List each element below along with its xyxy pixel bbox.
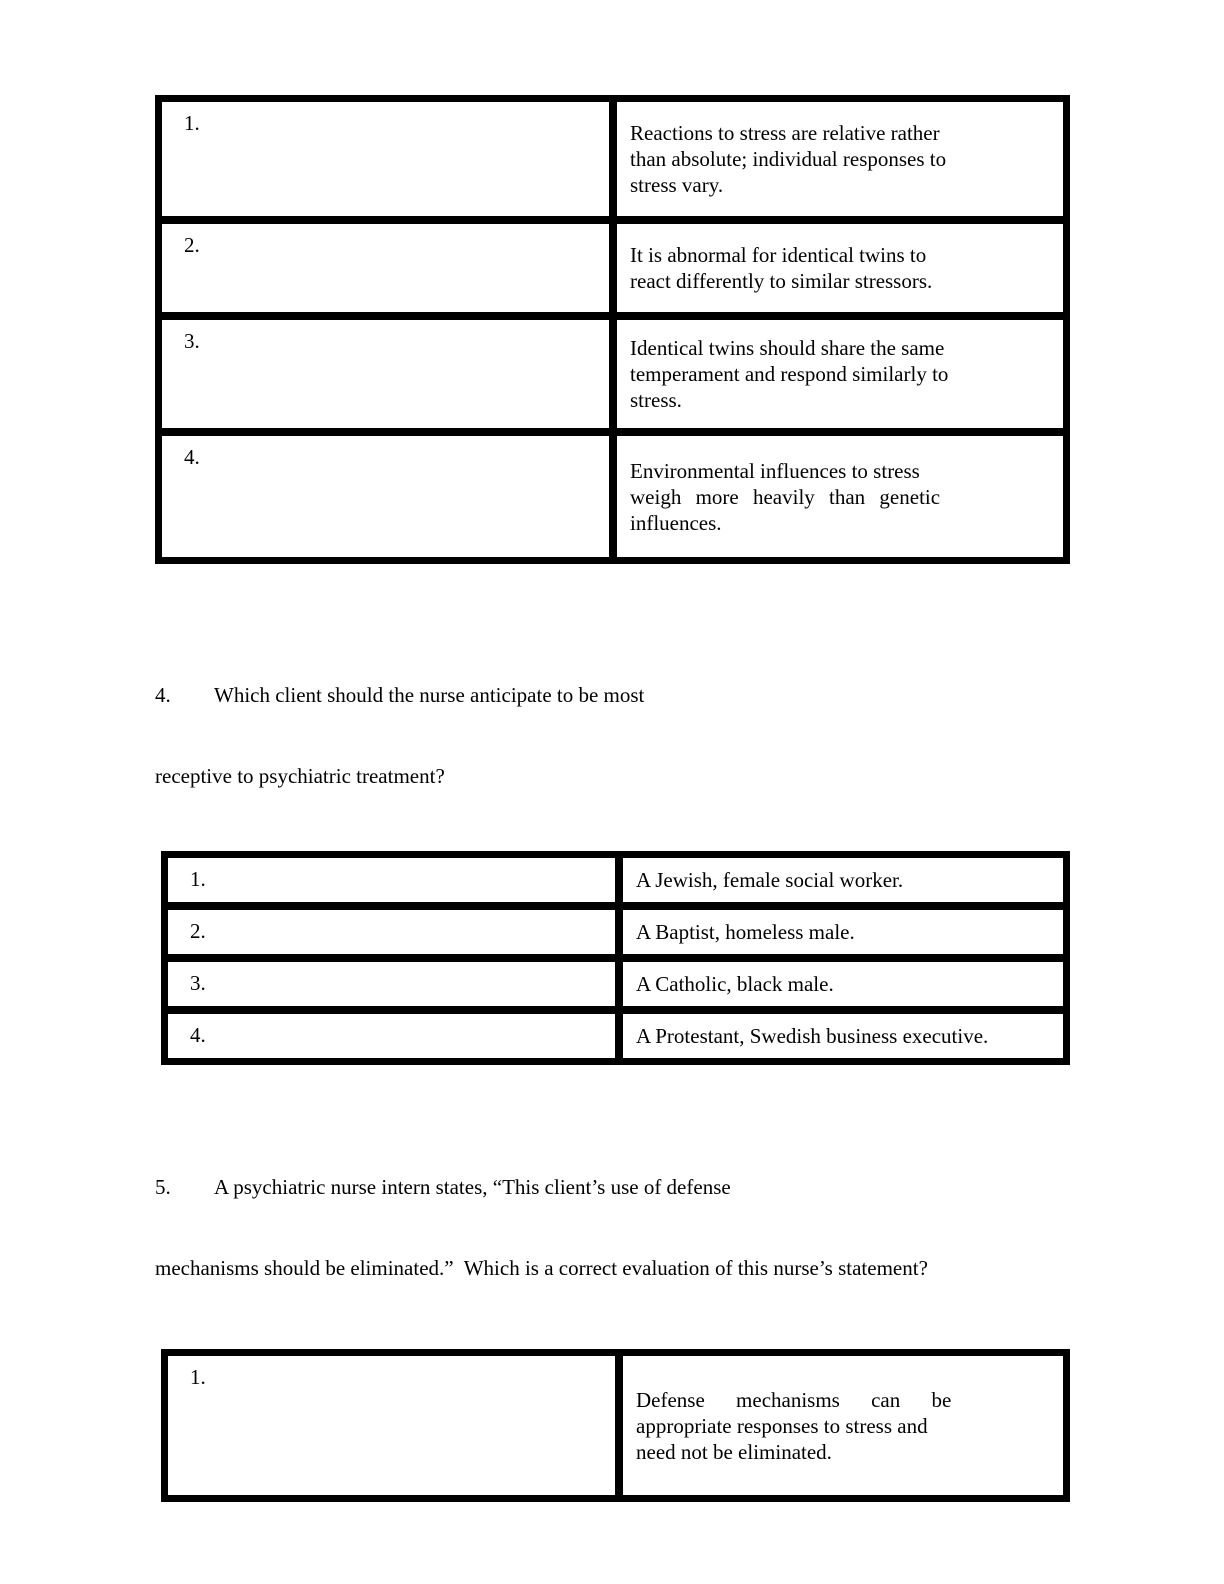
option-number-cell: 1.: [164, 854, 619, 906]
option-text-line: appropriate responses to stress and: [636, 1413, 928, 1438]
question-4-number: 4.: [155, 683, 171, 707]
question-5-options-table: [161, 1349, 1070, 1502]
option-text-cell: [613, 98, 1067, 220]
option-text-cell: [613, 432, 1067, 561]
option-text-line: than absolute; individual responses to: [630, 147, 947, 171]
option-text-cell: [613, 316, 1067, 432]
option-number-cell: 3.: [158, 316, 613, 432]
option-row: [164, 1352, 1067, 1499]
option-text-line: Defense mechanisms can be: [636, 1387, 952, 1412]
question-4-text-line-1: Which client should the nurse anticipate to be most: [214, 683, 645, 707]
option-text-line: A Jewish, female social worker.: [636, 868, 904, 892]
option-text-cell: [619, 958, 1067, 1010]
question-5-text-line-1: A psychiatric nurse intern states, “This client’s use of defense: [214, 1175, 731, 1199]
option-row: [158, 432, 1067, 561]
option-row: [164, 958, 1067, 1010]
option-text-line: stress.: [630, 388, 682, 412]
question-5-number: 5.: [155, 1175, 171, 1199]
question-4-line-1: [155, 682, 1070, 709]
option-row: [158, 316, 1067, 432]
question-5: [155, 1120, 1070, 1336]
option-text-cell: [619, 1010, 1067, 1062]
option-row: [164, 1010, 1067, 1062]
option-text-cell: [619, 906, 1067, 958]
question-4-options-table: [161, 851, 1070, 1065]
question-5-text-line-2: mechanisms should be eliminated.” Which is a correct evaluation of this nurse’s statement?: [155, 1256, 928, 1280]
option-text-line: A Protestant, Swedish business executive.: [636, 1024, 989, 1048]
option-number-cell: 1.: [158, 98, 613, 220]
option-text-line: weigh more heavily than genetic: [630, 484, 941, 509]
option-number-cell: 2.: [164, 906, 619, 958]
option-number-cell: 1.: [164, 1352, 619, 1499]
option-number-cell: 4.: [164, 1010, 619, 1062]
option-text-cell: [613, 220, 1067, 316]
option-text-line: Identical twins should share the same: [630, 336, 945, 360]
option-row: [164, 906, 1067, 958]
option-number-cell: 2.: [158, 220, 613, 316]
option-text-line: need not be eliminated.: [636, 1439, 832, 1464]
question-4-text-line-2: receptive to psychiatric treatment?: [155, 764, 445, 788]
option-text-cell: [619, 1352, 1067, 1499]
option-number-cell: 4.: [158, 432, 613, 561]
option-row: [158, 98, 1067, 220]
option-text-cell: [619, 854, 1067, 906]
option-text-line: Reactions to stress are relative rather: [630, 121, 940, 145]
option-row: [158, 220, 1067, 316]
question-5-line-1: [155, 1174, 1070, 1201]
question-3-options-table: [155, 95, 1070, 564]
option-row: [164, 854, 1067, 906]
option-number-cell: 3.: [164, 958, 619, 1010]
option-text-line: react differently to similar stressors.: [630, 269, 933, 293]
option-text-line: A Baptist, homeless male.: [636, 920, 855, 944]
option-text-line: influences.: [630, 510, 722, 535]
question-4: [155, 628, 1070, 844]
option-text-line: temperament and respond similarly to: [630, 362, 949, 386]
option-text-line: Environmental influences to stress: [630, 458, 920, 483]
option-text-line: It is abnormal for identical twins to: [630, 243, 927, 267]
option-text-line: stress vary.: [630, 173, 724, 197]
option-text-line: A Catholic, black male.: [636, 972, 834, 996]
